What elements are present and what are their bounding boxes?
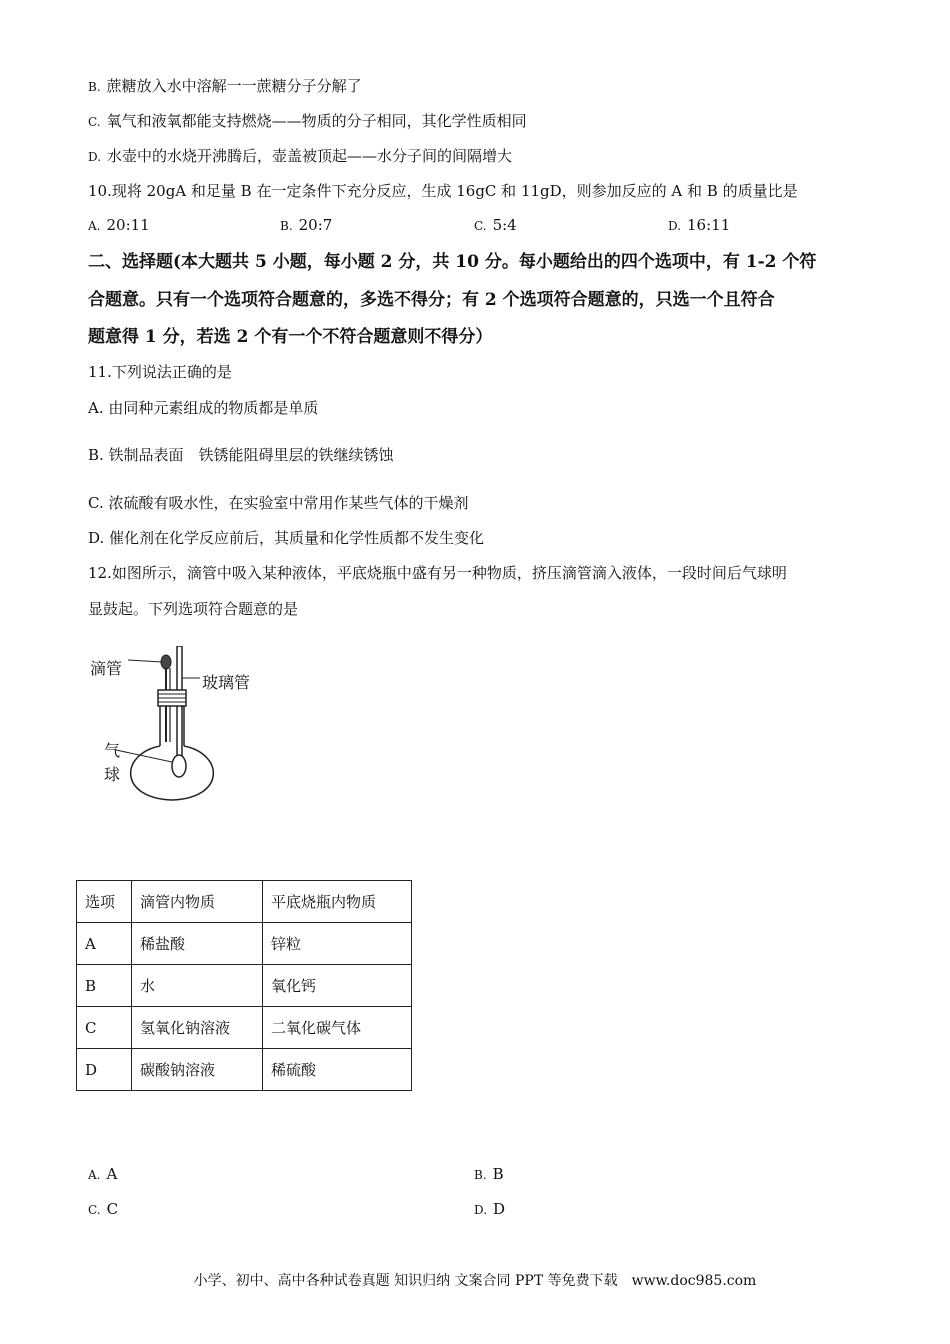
label-balloon-1: 气 bbox=[104, 741, 121, 760]
q10-option-a bbox=[88, 216, 150, 234]
table-cell: C bbox=[77, 1007, 132, 1049]
table-cell: 稀盐酸 bbox=[132, 923, 263, 965]
option-letter: B. bbox=[280, 219, 293, 233]
flask-body bbox=[131, 746, 214, 800]
option-letter: D. bbox=[88, 150, 102, 164]
label-glass-tube: 玻璃管 bbox=[202, 673, 251, 692]
table-cell: 氧化钙 bbox=[263, 965, 412, 1007]
dropper-bulb bbox=[161, 655, 171, 669]
q12-option-b bbox=[474, 1165, 504, 1183]
section2-heading-line1: 二、选择题(本大题共 5 小题，每小题 2 分，共 10 分。每小题给出的四个选项中，有 1-2 个符 bbox=[88, 252, 817, 272]
option-letter: D. bbox=[474, 1203, 488, 1217]
table-cell: D bbox=[77, 1049, 132, 1091]
q12-option-d bbox=[474, 1200, 505, 1218]
q11-option-a: A. 由同种元素组成的物质都是单质 bbox=[88, 399, 319, 417]
table-cell: 锌粒 bbox=[263, 923, 412, 965]
q11-option-d: D. 催化剂在化学反应前后，其质量和化学性质都不发生变化 bbox=[88, 529, 485, 547]
section2-heading-line3: 题意得 1 分，若选 2 个有一个不符合题意则不得分） bbox=[88, 327, 493, 347]
q9-option-b bbox=[88, 76, 362, 97]
option-text: B bbox=[492, 1165, 504, 1183]
table-header-row bbox=[77, 881, 412, 923]
option-letter: C. bbox=[88, 115, 101, 129]
table-row bbox=[77, 1007, 412, 1049]
option-text: C bbox=[106, 1200, 119, 1218]
q11-option-b: B. 铁制品表面 铁锈能阻碍里层的铁继续锈蚀 bbox=[88, 446, 394, 464]
balloon-shape bbox=[172, 755, 186, 777]
table-cell: 二氧化碳气体 bbox=[263, 1007, 412, 1049]
table-cell: A bbox=[77, 923, 132, 965]
option-text: 5:4 bbox=[492, 216, 517, 234]
table-row bbox=[77, 923, 412, 965]
option-text: A bbox=[106, 1165, 118, 1183]
option-text: D bbox=[493, 1200, 506, 1218]
option-letter: A. bbox=[88, 219, 101, 233]
q12-stem-line1: 12.如图所示，滴管中吸入某种液体，平底烧瓶中盛有另一种物质，挤压滴管滴入液体，一段时间后气球明 bbox=[88, 564, 787, 582]
option-text: 16:11 bbox=[687, 216, 731, 234]
q10-option-d bbox=[668, 216, 730, 234]
option-text: 氧气和液氧都能支持燃烧——物质的分子相同，其化学性质相同 bbox=[106, 112, 527, 130]
option-text: 20:7 bbox=[298, 216, 333, 234]
option-letter: C. bbox=[474, 219, 487, 233]
table-cell: 氢氧化钠溶液 bbox=[132, 1007, 263, 1049]
q10-option-c bbox=[474, 216, 517, 234]
option-text: 20:11 bbox=[106, 216, 150, 234]
q12-option-a bbox=[88, 1165, 117, 1183]
apparatus-figure bbox=[88, 646, 278, 810]
table-header-cell: 平底烧瓶内物质 bbox=[263, 881, 412, 923]
table-header-cell: 滴管内物质 bbox=[132, 881, 263, 923]
q12-options-table bbox=[76, 880, 412, 1091]
q10-option-b bbox=[280, 216, 332, 234]
table-cell: 碳酸钠溶液 bbox=[132, 1049, 263, 1091]
option-letter: C. bbox=[88, 1203, 101, 1217]
q9-option-c bbox=[88, 111, 527, 132]
label-balloon-2: 球 bbox=[104, 765, 121, 784]
option-letter: B. bbox=[474, 1168, 487, 1182]
table-cell: 水 bbox=[132, 965, 263, 1007]
q12-stem-line2: 显鼓起。下列选项符合题意的是 bbox=[88, 600, 299, 618]
q12-option-c bbox=[88, 1200, 118, 1218]
q10-stem: 10.现将 20gA 和足量 B 在一定条件下充分反应，生成 16gC 和 11gD，则参加反应的 A 和 B 的质量比是 bbox=[88, 182, 798, 200]
option-text: 水壶中的水烧开沸腾后，壶盖被顶起——水分子间的间隔增大 bbox=[107, 147, 513, 165]
q11-stem: 11.下列说法正确的是 bbox=[88, 363, 232, 381]
page-footer: 小学、初中、高中各种试卷真题 知识归纳 文案合同 PPT 等免费下载 www.doc985.com bbox=[193, 1273, 757, 1289]
option-letter: A. bbox=[88, 1168, 101, 1182]
table-row bbox=[77, 1049, 412, 1091]
table-cell: 稀硫酸 bbox=[263, 1049, 412, 1091]
table-cell: B bbox=[77, 965, 132, 1007]
table-row bbox=[77, 965, 412, 1007]
label-dropper: 滴管 bbox=[90, 659, 123, 678]
section2-heading-line2: 合题意。只有一个选项符合题意的，多选不得分；有 2 个选项符合题意的，只选一个且符合 bbox=[88, 290, 775, 310]
option-text: 蔗糖放入水中溶解一一蔗糖分子分解了 bbox=[106, 77, 362, 95]
table-header-cell: 选项 bbox=[77, 881, 132, 923]
q9-option-d bbox=[88, 146, 512, 167]
option-letter: D. bbox=[668, 219, 682, 233]
q11-option-c: C. 浓硫酸有吸水性，在实验室中常用作某些气体的干燥剂 bbox=[88, 494, 469, 512]
option-letter: B. bbox=[88, 80, 101, 94]
